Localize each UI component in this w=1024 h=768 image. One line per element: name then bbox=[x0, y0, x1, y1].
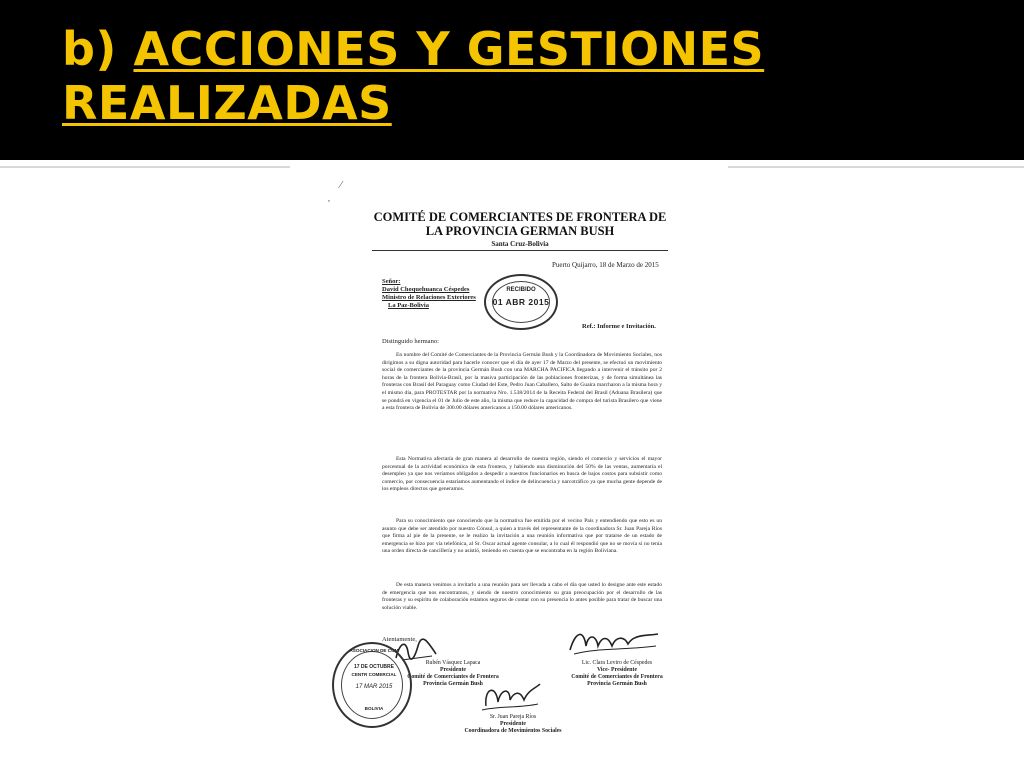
signatory-title: Presidente bbox=[500, 721, 526, 727]
association-stamp-mid: 17 DE OCTUBRE bbox=[353, 664, 394, 670]
letter-greeting: Distinguido hermano: bbox=[382, 338, 439, 345]
signatory-name: Lic. Clara Leviro de Céspedes bbox=[581, 660, 653, 666]
association-stamp bbox=[332, 642, 412, 728]
letter-closing: Atentamente, bbox=[382, 636, 417, 643]
association-stamp-sub: CENTR COMERCIAL bbox=[351, 672, 397, 677]
association-stamp-top: ASOCIACION DE COM bbox=[349, 648, 399, 653]
recipient-place: La Paz-Bolivia bbox=[388, 302, 429, 309]
divider-left bbox=[0, 166, 290, 168]
scanned-letter bbox=[328, 180, 700, 746]
letterhead bbox=[370, 210, 670, 238]
signatory-3 bbox=[448, 714, 578, 735]
letter-reference: Ref.: Informe e Invitación. bbox=[582, 323, 656, 330]
signatory-org: Comité de Comerciantes de Frontera bbox=[571, 674, 663, 680]
letter-paragraph: De esta manera venimos a invitarlo a una reunión para ser llevada a cabo el día que usted lo designe ante este estado de emergencia que nos encontramos, y siendo de nuestro conocimiento su gran preocupación por el desarrollo de las fronteras y su espíritu de colaboración estamos seguros de contar con su presencia lo antes posible para tratar de buscar una solución viable. bbox=[382, 582, 662, 611]
signatory-title: Vice- Presidente bbox=[596, 667, 638, 673]
received-stamp-label: RECIBIDO bbox=[506, 287, 536, 293]
recipient-role: Ministro de Relaciones Exteriores bbox=[382, 294, 476, 301]
letterhead-line-2: LA PROVINCIA GERMAN BUSH bbox=[425, 224, 615, 238]
title-bar bbox=[0, 0, 1024, 160]
received-stamp bbox=[484, 274, 558, 330]
title-prefix: b) bbox=[62, 22, 134, 76]
received-stamp-date: 01 ABR 2015 bbox=[492, 297, 550, 307]
letter-paragraph: Para su conocimiento que conociendo que la normativa fue emitida por el vecino País y entendiendo que esto es un asunto que debe ser atendido por nuestro Cónsul, a quien a través del representante de la coordinadora Sr. Juan Pareja Ríos que firma al pie de la presente, se le realizo la invitación a una reunión informativa que por tratarse de un estado de emergencia se hizo por vía telefónica, al Sr. Oscar actual agente consular, a lo cual él respondió que no se movía si no tenía una orden directa de cancillería y no asistió, teniendo en cuenta que se encontraba en la región Boliviana. bbox=[382, 518, 662, 555]
association-stamp-bottom: BOLIVIA bbox=[364, 706, 384, 711]
recipient-block bbox=[382, 278, 476, 310]
signatory-title: Presidente bbox=[440, 667, 466, 673]
letter-paragraph: Esta Normativa afectaría de gran manera al desarrollo de nuestra región, siendo el comercio y servicios el mayor porcentual de la actividad económica de esta frontera, y habiendo una disminución del 50% de las ventas, aumentaría el desempleo ya que nos veríamos obligados a despedir a nuestros funcionarios en busca de bajos costos para subsistir como comercio, por consecuencia estaríamos aumentando el índice de delincuencia y narcotráfico ya que mucha gente depende de los empleos directos que generamos. bbox=[382, 456, 662, 493]
signatory-2 bbox=[552, 660, 682, 688]
recipient-salutation: Señor: bbox=[382, 278, 401, 285]
divider-right bbox=[728, 166, 1024, 168]
signature-scribble-2 bbox=[566, 628, 662, 658]
recipient-name: David Choquehuanca Céspedes bbox=[382, 286, 470, 293]
letterhead-subtitle: Santa Cruz-Bolivia bbox=[491, 240, 549, 248]
scan-mark: , bbox=[328, 194, 330, 203]
slide-title bbox=[62, 22, 764, 130]
signatory-name: Rubén Vásquez Lapaca bbox=[425, 660, 481, 666]
title-line-1: ACCIONES Y GESTIONES bbox=[133, 22, 765, 76]
letterhead-rule bbox=[372, 250, 668, 251]
association-stamp-date: 17 MAR 2015 bbox=[355, 684, 393, 690]
signatory-org: Coordinadora de Movimientos Sociales bbox=[464, 728, 562, 734]
signatory-org: Provincia Germán Bush bbox=[587, 681, 647, 687]
scan-mark: ⁄ bbox=[340, 180, 342, 191]
signatory-org: Comité de Comerciantes de Frontera bbox=[407, 674, 499, 680]
signatory-org: Provincia Germán Bush bbox=[423, 681, 483, 687]
signatory-name: Sr. Juan Pareja Ríos bbox=[489, 714, 537, 720]
title-line-2: REALIZADAS bbox=[62, 76, 392, 130]
letterhead-line-1: COMITÉ DE COMERCIANTES DE FRONTERA DE bbox=[373, 210, 667, 224]
letter-date: Puerto Quijarro, 18 de Marzo de 2015 bbox=[552, 261, 659, 269]
letter-paragraph: En nombre del Comité de Comerciantes de la Provincia Germán Bush y la Coordinadora de Movimiento Sociales, nos dirigimos a su digna autoridad para hacerle conocer que el día de ayer 17 de Marzo del presente, se efectuó un movimiento social de comerciantes de la provincia Germán Bush con una MARCHA PACIFICA llegando a intervenir el tránsito por 2 horas de la frontera Bolivia-Brasil, por la masiva participación de las poblaciones fronterizas, y de forma simultánea las fronteras con Brasil del Paraguay como Ciudad del Este, Pedro Juan Caballero, Salto de Guaira marcharon a la misma hora y el mismo día, para PROTESTAR por la normativa Nro. 1.538/2014 de la Receita Federal del Brasil (Aduana Brasilera) que se pondrá en vigencia el 01 de Julio de este año, la misma que reduce la capacidad de compra del turista Brasilero que viene a esta frontera de Bolivia de 300.00 dólares americanos a 150.00 dólares americanos. bbox=[382, 352, 662, 412]
